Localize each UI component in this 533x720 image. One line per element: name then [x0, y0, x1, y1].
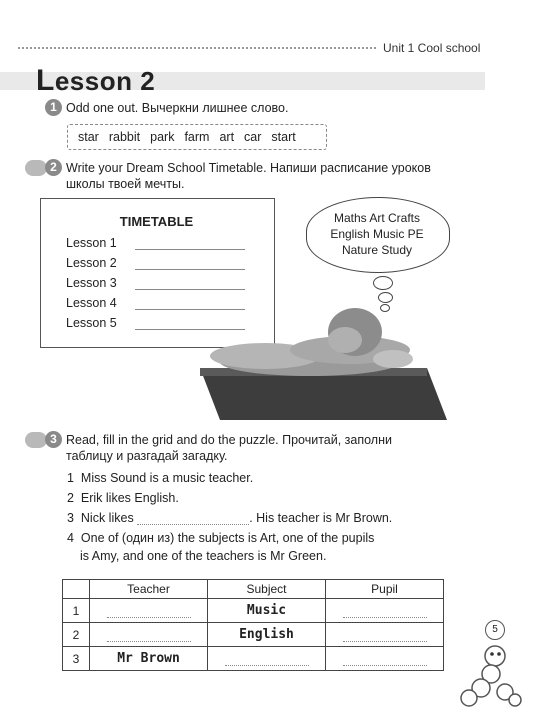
grid-cell-pupil[interactable]	[326, 599, 444, 623]
grid-cell-line	[107, 641, 191, 642]
task3-number-badge: 3	[45, 431, 62, 448]
clue-text: . His teacher is Mr Brown.	[249, 511, 393, 525]
timetable-title: TIMETABLE	[119, 214, 194, 229]
thought-line: Maths Art Crafts	[333, 211, 421, 225]
timetable-answer-line[interactable]	[135, 289, 245, 290]
header-dotted-rule	[18, 47, 376, 49]
grid-cell-line	[343, 641, 427, 642]
table-row	[63, 647, 444, 671]
grid-cell-line	[343, 617, 427, 618]
clue-text: Nick likes	[80, 511, 134, 525]
handwritten-answer: English	[239, 627, 294, 642]
timetable-lesson-label: Lesson 2	[66, 256, 117, 270]
clue-number: 2	[67, 491, 74, 505]
mascot-caterpillar-illustration	[455, 642, 525, 710]
sleeping-boy-illustration	[195, 300, 457, 425]
clue-text: Miss Sound is a music teacher.	[80, 471, 254, 485]
timetable-answer-line[interactable]	[135, 249, 245, 250]
clue-number: 4	[67, 531, 74, 545]
table-row	[63, 599, 444, 623]
grid-header-teacher: Teacher	[90, 580, 208, 599]
grid-header-pupil: Pupil	[326, 580, 444, 599]
clue-4-continued: is Amy, and one of the teachers is Mr Green.	[80, 549, 327, 563]
answer-grid	[62, 579, 444, 671]
clue-2	[67, 491, 179, 505]
unit-title: Unit 1 Cool school	[383, 41, 481, 55]
grid-cell-subject[interactable]	[208, 599, 326, 623]
clue-text: One of (один из) the subjects is Art, one of the pupils	[80, 531, 375, 545]
task3-audio-icon	[25, 432, 47, 448]
grid-cell-subject[interactable]	[208, 623, 326, 647]
grid-cell-teacher[interactable]	[90, 599, 208, 623]
task2-number-badge: 2	[45, 159, 62, 176]
clue-number: 1	[67, 471, 74, 485]
clue-number: 3	[67, 511, 74, 525]
grid-corner-cell	[63, 580, 90, 599]
clue-1	[67, 471, 253, 485]
timetable-lesson-label: Lesson 4	[66, 296, 117, 310]
task3-instruction-line2: таблицу и разгадай загадку.	[66, 449, 228, 463]
clue-text: Erik likes English.	[80, 491, 179, 505]
word-item[interactable]: start	[271, 130, 296, 144]
task1-word-box	[67, 124, 327, 150]
grid-cell-teacher[interactable]	[90, 647, 208, 671]
handwritten-answer: Music	[246, 603, 287, 618]
timetable-lesson-label: Lesson 1	[66, 236, 117, 250]
timetable-lesson-label: Lesson 3	[66, 276, 117, 290]
task1-number-badge: 1	[45, 99, 62, 116]
thought-bubble-dot	[373, 276, 393, 290]
task1-instruction: Odd one out. Вычеркни лишнее слово.	[66, 101, 289, 115]
grid-header-subject: Subject	[208, 580, 326, 599]
lesson-title	[36, 64, 155, 98]
grid-cell-subject[interactable]	[208, 647, 326, 671]
task2-audio-icon	[25, 160, 47, 176]
timetable-answer-line[interactable]	[135, 269, 245, 270]
grid-cell-line	[343, 665, 427, 666]
clue-4	[67, 531, 374, 545]
task3-instruction-line1: Read, fill in the grid and do the puzzle. Прочитай, заполни	[66, 433, 392, 447]
word-item[interactable]: car	[244, 130, 262, 144]
grid-header-row	[63, 580, 444, 599]
page-number: 5	[485, 620, 505, 640]
clue-blank-line[interactable]	[137, 524, 249, 525]
grid-cell-pupil[interactable]	[326, 647, 444, 671]
thought-line: English Music PE	[330, 227, 424, 241]
word-item[interactable]: rabbit	[108, 130, 141, 144]
thought-line: Nature Study	[341, 243, 413, 257]
grid-cell-pupil[interactable]	[326, 623, 444, 647]
word-item[interactable]: farm	[184, 130, 210, 144]
table-row	[63, 623, 444, 647]
word-item[interactable]: star	[78, 130, 99, 144]
word-item[interactable]: art	[219, 130, 235, 144]
task2-instruction-line1: Write your Dream School Timetable. Напиши расписание уроков	[66, 161, 431, 175]
grid-cell-teacher[interactable]	[90, 623, 208, 647]
grid-row-number: 2	[63, 623, 90, 647]
thought-cloud-text	[306, 210, 448, 258]
lesson-title-initial: L	[36, 64, 55, 97]
grid-cell-line	[107, 617, 191, 618]
lesson-title-rest: esson 2	[54, 66, 156, 96]
grid-cell-line	[225, 665, 309, 666]
task2-instruction-line2: школы твоей мечты.	[66, 177, 185, 191]
handwritten-answer: Mr Brown	[117, 651, 180, 666]
clue-3	[67, 511, 392, 525]
timetable-lesson-label: Lesson 5	[66, 316, 117, 330]
word-item[interactable]: park	[150, 130, 175, 144]
grid-row-number: 3	[63, 647, 90, 671]
grid-row-number: 1	[63, 599, 90, 623]
